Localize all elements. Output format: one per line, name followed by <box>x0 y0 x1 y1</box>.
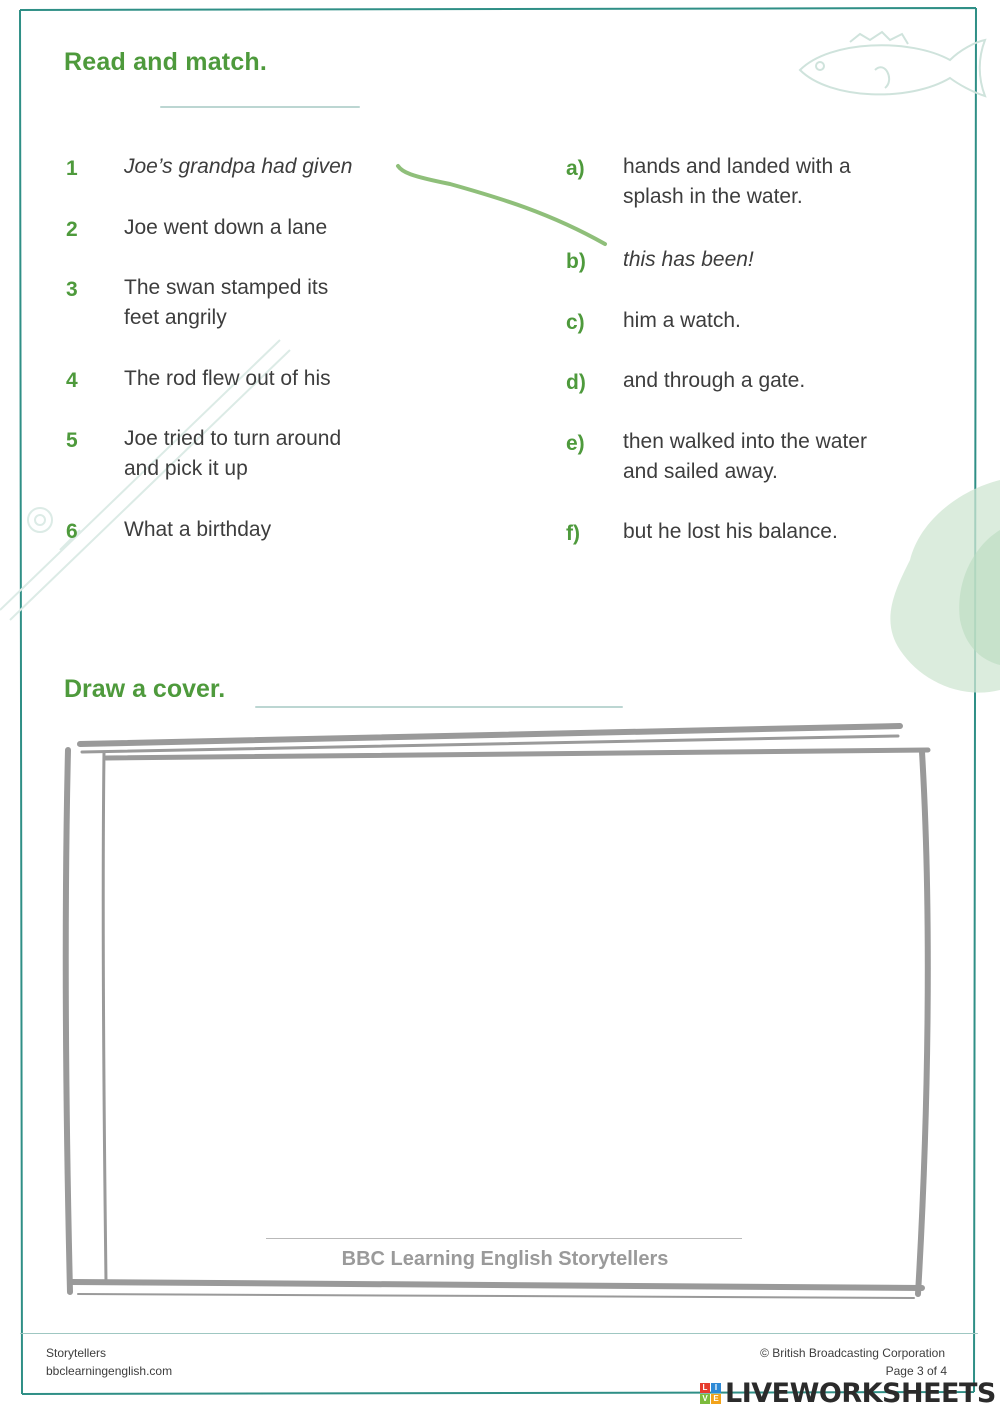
stem-text <box>124 273 424 333</box>
logo-letter: V <box>700 1394 710 1404</box>
cover-caption: BBC Learning English Storytellers <box>341 1248 669 1270</box>
logo-letter: L <box>700 1383 710 1393</box>
footer-series: Storytellers <box>46 1346 107 1360</box>
stem-number: 1 <box>66 157 78 180</box>
answer-text[interactable]: but he lost his balance. <box>623 520 838 543</box>
answer-letter: c) <box>566 311 585 334</box>
title-underline <box>255 706 623 708</box>
logo-letter: E <box>711 1394 721 1404</box>
answer-letter: f) <box>566 522 580 545</box>
stem-line: Joe tried to turn around <box>124 427 342 450</box>
answer-line: splash in the water. <box>623 185 803 208</box>
answer-letter: b) <box>566 250 586 273</box>
stem-number: 4 <box>66 369 78 392</box>
answer-text[interactable] <box>623 152 943 212</box>
answer-text[interactable]: and through a gate. <box>623 369 806 392</box>
stem-text: Joe’s grandpa had given <box>124 155 353 178</box>
cover-caption-rule <box>266 1238 742 1239</box>
answer-letter: a) <box>566 157 585 180</box>
answer-text[interactable] <box>623 427 943 487</box>
footer-website[interactable]: bbclearningenglish.com <box>46 1364 173 1378</box>
answer-text[interactable]: him a watch. <box>623 309 741 332</box>
stem-text: The rod flew out of his <box>124 367 331 390</box>
answer-letter: d) <box>566 371 586 394</box>
answer-text[interactable]: this has been! <box>623 248 754 271</box>
fish-icon <box>790 30 990 110</box>
stem-number: 5 <box>66 429 78 452</box>
title-underline <box>160 106 360 108</box>
footer-page-number: Page 3 of 4 <box>885 1364 947 1378</box>
cover-drawing-area[interactable] <box>58 722 942 1300</box>
stem-text: Joe went down a lane <box>124 216 328 239</box>
stem-line: and pick it up <box>124 457 248 480</box>
stem-number: 6 <box>66 520 78 543</box>
stem-line: The swan stamped its <box>124 276 329 299</box>
answer-line: then walked into the water <box>623 430 867 453</box>
watercolor-splash-icon <box>860 470 1000 710</box>
liveworksheets-logo <box>700 1378 996 1408</box>
liveworksheets-wordmark: LIVEWORKSHEETS <box>725 1377 996 1409</box>
stem-number: 3 <box>66 278 78 301</box>
stem-text: What a birthday <box>124 518 272 541</box>
liveworksheets-logo-grid <box>700 1383 721 1404</box>
logo-letter: I <box>711 1383 721 1393</box>
stem-text <box>124 424 424 484</box>
stem-line: feet angrily <box>124 306 227 329</box>
match-line[interactable] <box>390 158 610 248</box>
section-title-read-and-match: Read and match. <box>64 48 268 76</box>
answer-line: and sailed away. <box>623 460 778 483</box>
section-title-draw-a-cover: Draw a cover. <box>64 675 226 703</box>
footer-rule <box>20 1333 978 1334</box>
answer-line: hands and landed with a <box>623 155 851 178</box>
footer-copyright: © British Broadcasting Corporation <box>760 1346 945 1360</box>
stem-number: 2 <box>66 218 78 241</box>
answer-letter: e) <box>566 432 585 455</box>
